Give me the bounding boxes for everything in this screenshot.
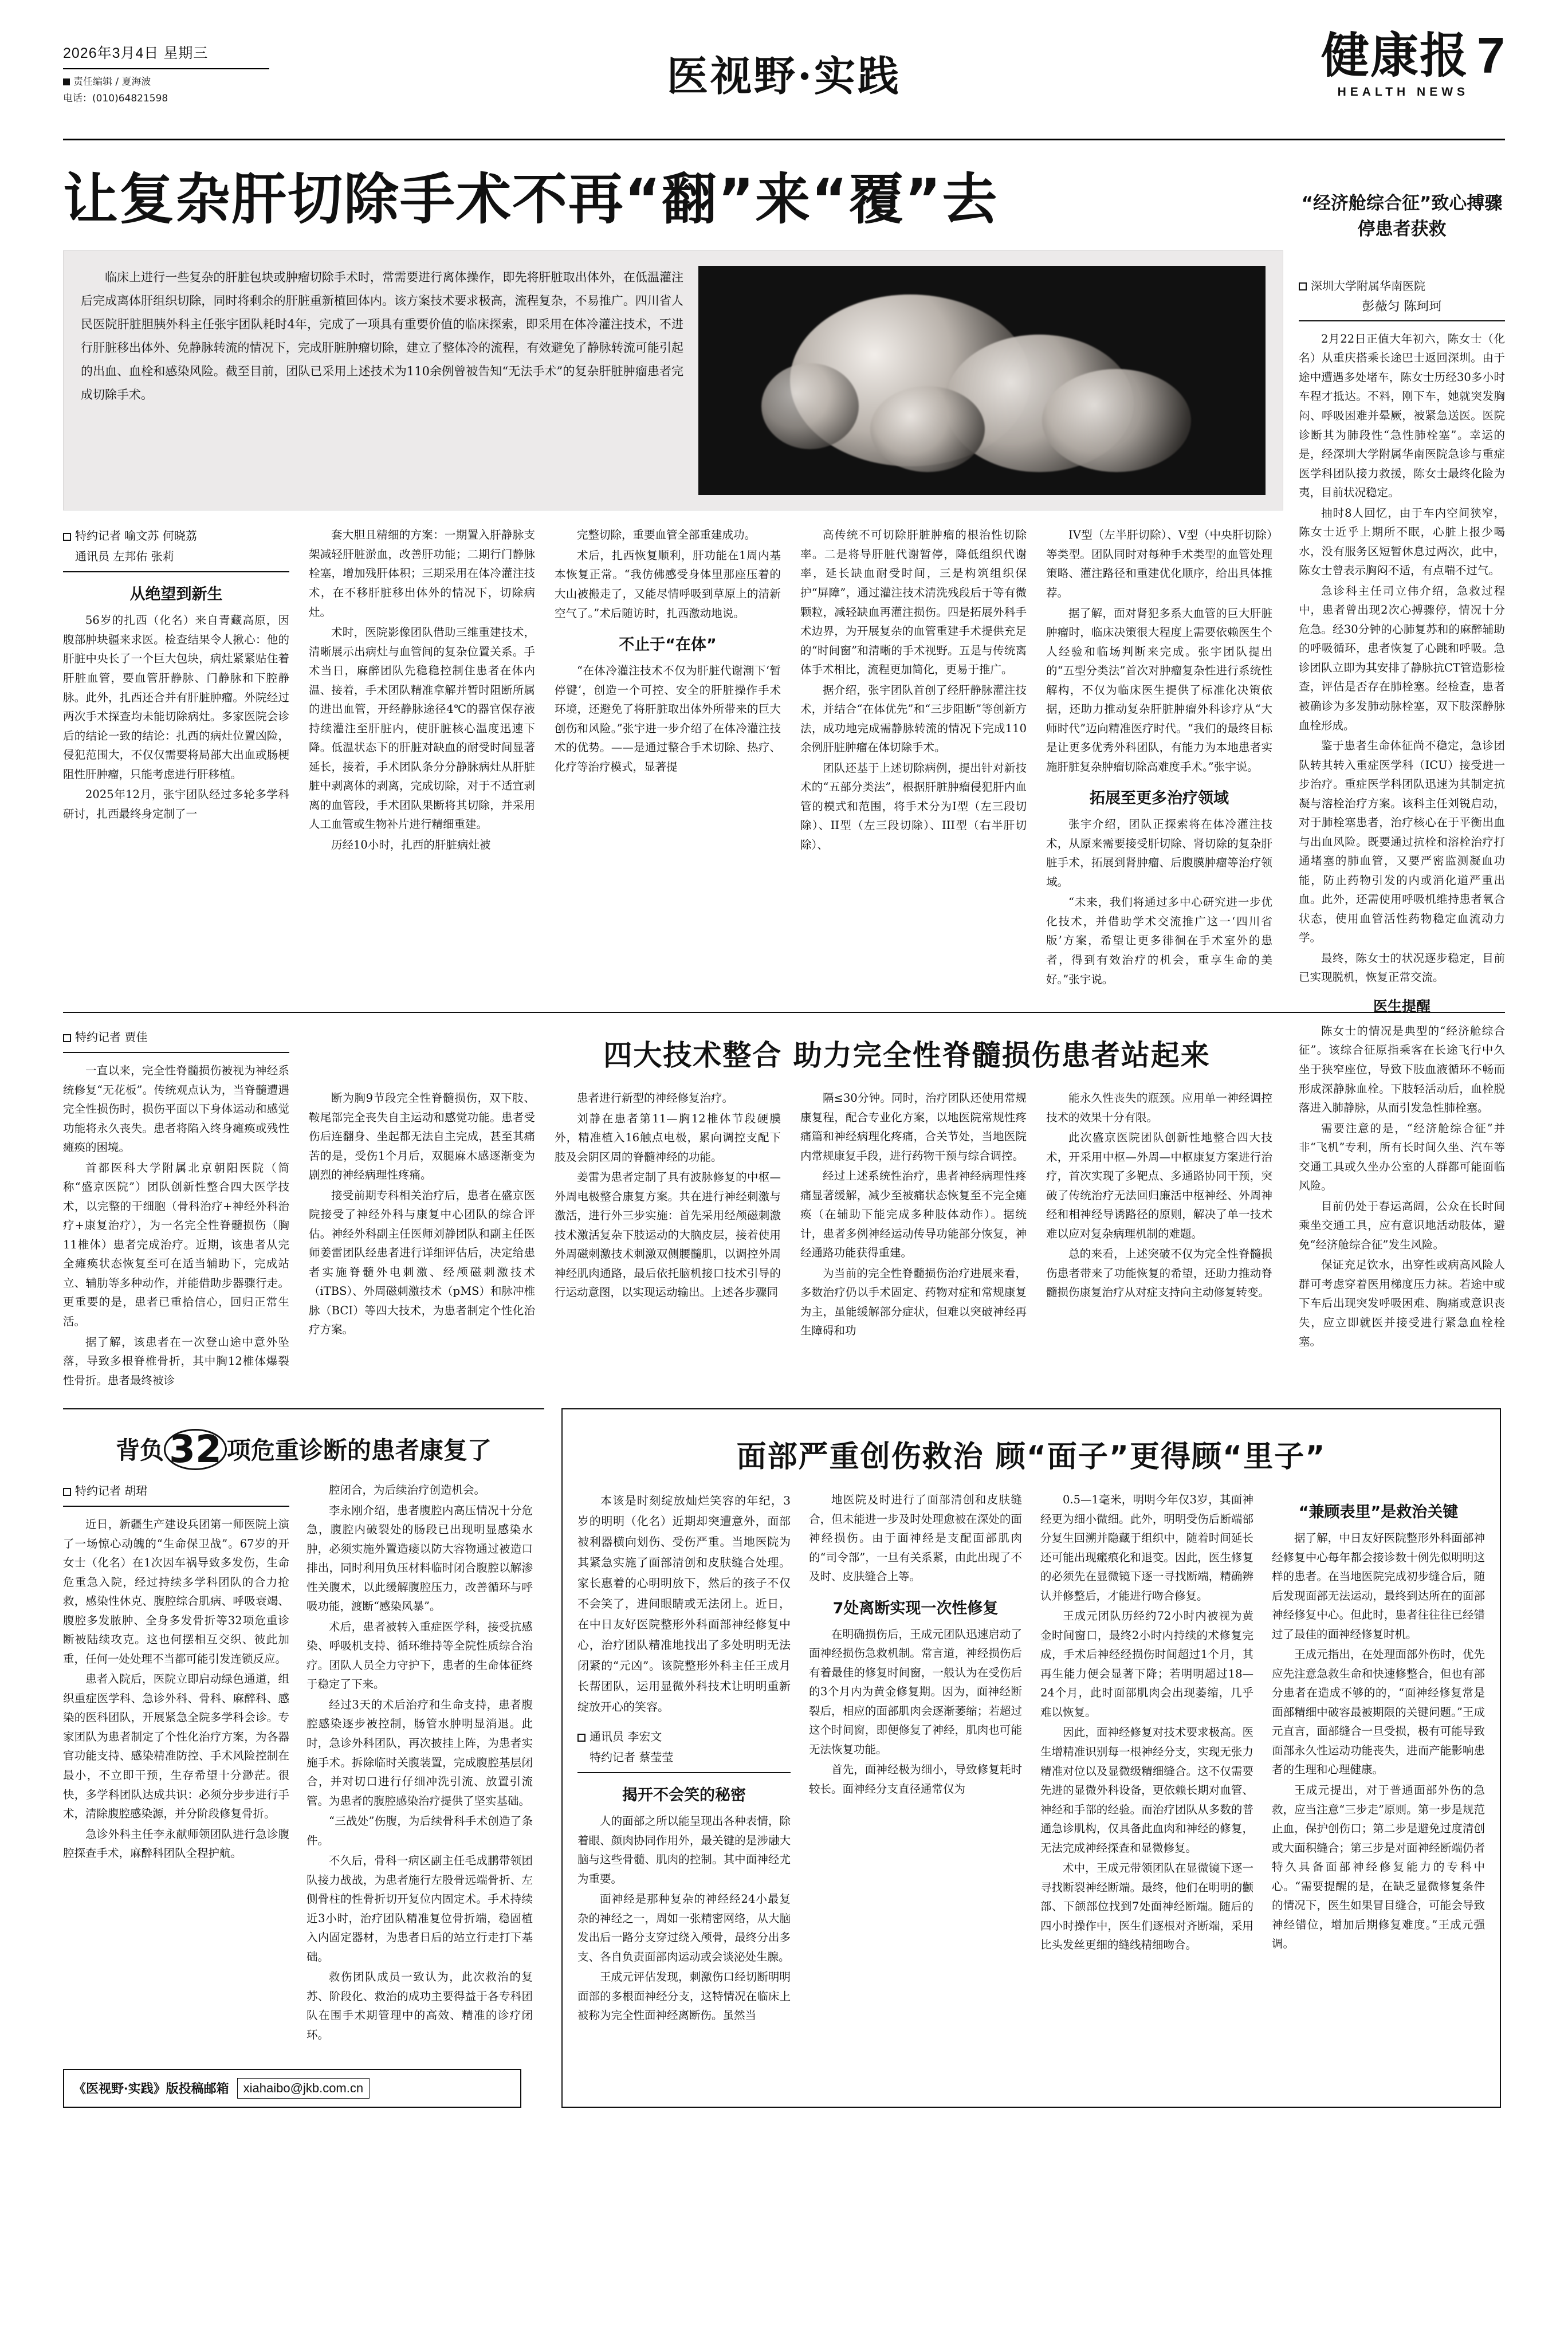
column-5-body: IV型（左半肝切除）、V型（中央肝切除）等类型。团队同时对每种手术类型的血管处理策略、灌注路径和重建优化顺序，给出具体推荐。 据了解，面对肾犯多系大血管的巨大肝脏肿瘤时，临床决策很大程度上需要依赖医生个人经验和临场判断来完成。张宇团队提出的“五型分类法”首次对肿瘤复杂性进行系统性解构，不仅为临床医生提供了标准化决策依据，还助力推动复杂肝脏肿瘤外科诊疗从“大师时代”迈向精准医疗时代。“我们的最终目标是让更多优秀外科团队，有能力为本地患者实施肝脏复杂肿瘤切除高难度手术。”张宇说。 [1046,528,1272,773]
br-column-3-body: 0.5—1毫米，明明今年仅3岁，其面神经更为细小微细。此外，明明受伤后断端部分复生回溯并隐藏于组织中，随着时间延长还可能出现瘢痕化和退变。因此，医生修复的必须先在显微镜下逐一寻找断端，精确辨认并修整后，才能进行吻合修复。 王成元团队历经约72小时内被视为黄金时间窗口，最终2小时内持续的术修复完成，手术后神经经损伤时间超过1个月，其再生能力便会显著下降；若明明超过18—24个月，此时面部肌肉会出现萎缩，几乎难以恢复。 因此，面神经修复对技术要求极高。医生增精准识别每一根神经分支，实现无张力精准对位以及显微级精细缝合。这不仅需要先进的显微外科设备，更依赖长期对血管、神经和手部的经验。而治疗团队从多数的普通急诊肌构，仅具备此血肉和神经的修复，无法完成神经探查和显微修复。 术中，王成元带领团队在显微镜下逐一寻找断裂神经断端。最终，他们在明明的颧部、下颌部位找到7处面神经断端。随后的四小时操作中，医生们逐根对齐断端，采用比头发丝更细的缝线精细吻合。 [1040,1493,1253,1952]
br-byline-reporter: 特约记者 蔡莹莹 [590,1750,674,1765]
mid-column-3 [555,1089,781,1342]
square-bullet-icon [63,1034,71,1042]
column-4 [800,525,1027,990]
column-1 [63,525,289,990]
br-column-1 [577,1490,791,2026]
top-article-columns [63,525,1505,990]
bottom-right-columns [577,1490,1485,2026]
column-5 [1046,525,1272,990]
masthead [63,27,1505,140]
lead-block [63,250,1283,510]
mid-column-5-body: 能永久性丧失的瓶颈。应用单一神经调控技术的效果十分有限。 此次盛京医院团队创新性地整合四大技术，开采用中枢—外周—中枢康复方案进行治疗，首次实现了多靶点、多通路协同干预，突破了传统治疗无法回归廉活中枢神经、外周神经和相神经导诱路径的原则，解决了单一技术难以应对复杂病理机制的难题。 总的来看，上述突破不仅为完全性脊髓损伤患者带来了功能恢复的希望，还助力推动脊髓损伤康复治疗从对症支持向主动修复转变。 [1046,1091,1272,1299]
br-column-3 [1040,1490,1253,2026]
square-bullet-icon [63,1488,71,1496]
title-prefix: 背负 [116,1436,164,1465]
column-4-body: 高传统不可切除肝脏肿瘤的根治性切除率。二是将导肝脏代谢暂停，降低组织代谢率，延长缺血耐受时间，三是构筑组织保护“屏障”，通过灌注技术清洗残段后于等有微颗粒，减轻缺血再灌注损伤。四是拓展外科手术边界，为开展复杂的血管重建手术提供充足的“时间窗”和清晰的手术视野。五是与传统离体手术相比，流程更加简化，更易于推广。 据介绍，张宇团队首创了经肝静脉灌注技术，并结合“在体优先”和“三步阻断”等创新方法，成功地完成需静脉转流的情况下完成110余例肝脏肿瘤在体切除手术。 团队还基于上述切除病例，提出针对新技术的“五部分类法”，根据肝脏肿瘤侵犯肝内血管的模式和范围，将手术分为I型（左三段切除）、II型（左三段切除）、III型（右半肝切除）、 [800,528,1027,851]
br-heading-1: 揭开不会笑的秘密 [622,1786,746,1805]
column-3-body: 完整切除，重要血管全部重建成功。 术后，扎西恢复顺利，肝功能在1周内基本恢复正常。“我仿佛感受身体里那座压着的大山被搬走了，又能尽情呼吸到草原上的清新空气了。”术后随访时，扎西激动地说。 [555,528,781,620]
page-number: 7 [1477,27,1505,84]
bottom-left-article [63,1408,544,2107]
section-heading-2: 不止于“在体” [619,636,717,654]
br-lead: 本该是时刻绽放灿烂笑容的年纪，3岁的明明（化名）近期却突遭意外，面部被利器横向划伤、受伤严重。当地医院为其紧急实施了面部清创和皮肤缝合处理。家长惠着的心明明放下，然后的孩子不仅不会笑了，进间眼睛或无法闭上。近日，在中日友好医院整形外科面部神经修复中心，治疗团队精准地找出了多处明明无法闭紧的“元凶”。该院整形外科主任王成月长帮团队，运用显微外科技术让明明重新绽放开心的笑容。 [577,1494,791,1714]
title-suffix: 项危重诊断的患者康复了 [226,1436,492,1465]
bl-column-1 [63,1480,289,2045]
divider [1299,320,1505,321]
bottom-area [63,1408,1505,2107]
column-5-body-2: 张宇介绍，团队正探索将在体冷灌注技术，从原来需要接受肝切除、肾切除的复杂肝脏手术，拓展到肾肿瘤、后腹膜肿瘤等治疗领域。 “未来，我们将通过多中心研究进一步优化技术，并借助学术交流推广这一‘四川省版’方案，希望让更多徘徊在手术室外的患者，得到有效治疗的机会，重享生命的美好。”张宇说。 [1046,818,1272,986]
mid-article-title: 四大技术整合 助力完全性脊髓损伤患者站起来 [603,1039,1211,1073]
mid-column-4-body: 隔≤30分钟。同时，治疗团队还使用常规康复程，配合专业化方案，以地医院常规性疼痛篇和神经病理化疼痛，合关节处，当地医院内常规康复手段，进行药物干预与综合调控。 经过上述系统性治疗，患者神经病理性疼痛显著缓解，减少至被痛状态恢复至不完全瘫痪（在辅助下能完成多种肢体动作）。据统计，患者多例神经运动传导功能部分恢复，神经通路功能获得重建。 为当前的完全性脊髓损伤治疗进展来看，多数治疗仍以手术固定、药物对症和常规康复为主，虽能缓解部分症状，但难以突破神经再生障碍和功 [800,1091,1027,1338]
bottom-left-columns [63,1480,544,2045]
editor-label: 责任编辑 / 夏海波 [73,76,151,88]
bl-column-1-body: 近日，新疆生产建设兵团第一师医院上演了一场惊心动魄的“生命保卫战”。67岁的开女士（化名）在1次因车祸导致多发伤，生命危重急入院，经过持续多学科团队的合力抢救，感染性休克、腹腔综合肌病、呼吸衰竭、腹腔多发脓肿、全身多发骨折等32项危重诊断被陆续攻克。这也何摆相互交织、彼此加重，任何一处处理不当都可能引发连锁反应。 患者入院后，医院立即启动绿色通道，组织重症医学科、急诊外科、骨科、麻醉科、感染的医科团队，开展紧急全院多学科会诊。专家团队为患者制定了个性化治疗方案，为各器官功能支持、感染精准防控、手术风险控制在最小，不立即干预，生存希望十分渺茫。很快，多学科团队达成共识：必须分步步进行手术，清除腹腔感染源，并分阶段修复骨折。 急诊外科主任李永献师领团队进行急诊腹腔探查手术，麻醉科团队全程护航。 [63,1518,289,1860]
br-column-4-body: 据了解，中日友好医院整形外科面部神经修复中心每年都会接诊数十例先似明明这样的患者。在当地医院完成初步缝合后，随后发现面部无法运动，最终到达所在的面部神经修复中心。但此时，患者往往往已经错过了最佳的面神经修复时机。 王成元指出，在处理面部外伤时，优先应先注意急救生命和快速修整合，但也有部分患者在造成不够的的，“面神经修复常是面部精细中破容最被期限的关键问题。”王成元直言，面部缝合一旦受损，极有可能导致面部永久性运动功能丧失，进而产能影响患者的生理和心理健康。 王成元提出，对于普通面部外伤的急救，应当注意“三步走”原则。第一步是规范止血，保护创伤口；第二步是避免过度清创或大面积缝合；第三步是对面神经断端仍者特久具备面部神经修复能力的专科中心。“需要提醒的是，在缺乏显微修复条件的情况下，医生如果冒目缝合，可能会导致神经错位，增加后期修复难度。”王成元强调。 [1272,1531,1485,1951]
mailbox-email[interactable]: xiahaibo@jkb.com.cn [237,2078,370,2099]
mid-article [63,1012,1505,1391]
bl-column-2-body: 腔闭合，为后续治疗创造机会。 李永刚介绍，患者腹腔内高压情况十分危急，腹腔内破裂处的肠段已出现明显感染水肿，必须实施外置造瘘以防大容物通过被造口排出，同时利用负压材料临时闭合腹腔以解渗性关腹术，以此缓解腹腔压力，改善循环与呼吸功能，渡断“感染风暴”。 术后，患者被转入重症医学科，接受抗感染、呼吸机支持、循环维持等全院性质综合治疗。团队人员全力守护下，患者的生命体征终于稳定了下来。 经过3天的术后治疗和生命支持，患者腹腔感染逐步被控制，肠管水肿明显消退。此时，急诊外科团队，再次披挂上阵，为患者实施手术。拆除临时关腹装置，完成腹腔基层闭合，并对切口进行仔细冲洗引流、放置引流管。为患者的腹腔感染治疗提供了坚实基础。 “三战处”伤腹，为后续骨科手术创造了条件。 不久后，骨科一病区副主任毛成鹏带领团队接力战战，为患者施行左股骨远端骨折、左侧骨柱的性骨折切开复位内固定术。手术持续近3小时，治疗团队精准复位骨折端，稳固植入内固定器材，为患者日后的站立行走打下基础。 救伤团队成员一致认为，此次救治的复苏、阶段化、救治的成功主要得益于各专科团队在围手术期管理中的高效、精准的诊疗闭环。 [306,1483,533,2041]
br-byline-correspondent: 通讯员 李宏文 [577,1726,791,1747]
column-3-body-2: “在体冷灌注技术不仅为肝脏代谢潮下‘暂停键’，创造一个可控、安全的肝脏操作手术环境，还避免了将肝脏取出体外所带来的巨大创伤和风险。”张宇进一步介绍了在体冷灌注技术的优势。——是通过整合手术切除、热疗、化疗等治疗模式，显著提 [555,664,781,773]
square-bullet-icon [577,1734,585,1742]
section-heading-3: 拓展至更多治疗领域 [1090,789,1229,808]
mid-columns [309,1089,1505,1342]
section-heading-1: 从绝望到新生 [129,586,223,604]
bottom-right-title: 面部严重创伤救治 顾“面子”更得顾“里子” [736,1440,1326,1475]
br-column-2-body-2: 在明确损伤后，王成元团队迅速启动了面神经损伤急救机制。常言道，神经损伤后有着最佳的修复时间窗，一般认为在受伤后的3个月内为黄金修复期。因为，面神经断裂后，相应的面部肌肉会逐渐萎缩；若超过这个时间窗，即便修复了神经，肌肉也可能无法恢复功能。 首先，面神经极为细小，导致修复耗时较长。面神经分支直径通常仅为 [809,1627,1022,1796]
page-title: 让复杂肝切除手术不再“翻”来“覆”去 [63,167,999,231]
br-column-2 [809,1490,1022,2026]
divider [63,571,289,572]
lead-text: 临床上进行一些复杂的肝脏包块或肿瘤切除手术时，常需要进行离体操作，即先将肝脏取出体外，在低温灌注后完成离体肝组织切除，同时将剩余的肝脏重新植回体内。该方案技术要求极高，流程复杂，不易推广。四川省人民医院肝脏胆胰外科主任张宇团队耗时4年，完成了一项具有重要价值的临床探索，即采用在体冷灌注技术，不进行肝脏移出体外、免静脉转流的情况下，完成肝脏肿瘤切除，建立了整体冷的流程，有效避免了静脉转流可能引起的出血、血栓和感染风险。截至目前，团队已采用上述技术为110余例曾被告知“无法手术”的复杂肝脏肿瘤患者完成切除手术。 [81,270,683,402]
sidebar-title: “经济舱综合征”致心搏骤停患者获救 [1301,193,1503,239]
sidebar-authors: 彭薇匀 陈珂珂 [1362,299,1442,314]
sidebar-body: 2月22日正值大年初六，陈女士（化名）从重庆搭乘长途巴士返回深圳。由于途中遭遇多处堵车，陈女士历经30多小时车程才抵达。不料，刚下车，她就突发胸闷、呼吸困难并晕厥，被紧急送医。医院诊断其为肺段性“急性肺栓塞”。幸运的是，经深圳大学附属华南医院急诊与重症医学科团队接力救援，陈女士最终化险为夷，目前状况稳定。 抽时8人回忆，由于车内空间狭窄，陈女士近乎上期所不眠，心脏上报少喝水，没有服务区短暂休息过两次，此中，陈女士曾表示胸闷不适，有点喘不过气。 急诊科主任司立伟介绍，急救过程中，患者曾出现2次心搏骤停，情况十分危急。经30分钟的心肺复苏和的麻醉辅助的呼吸循环，患者恢复了心跳和呼吸。急诊团队立即为其安排了静脉抗CT管造影检查，评估是否存在肺栓塞。经检查，患者被确诊为多发肺动脉栓塞，双下肢深静脉血栓形成。 鉴于患者生命体征尚不稳定，急诊团队转其转入重症医学科（ICU）接受进一步治疗。重症医学科团队迅速为其制定抗凝与溶栓治疗方案。该科主任刘锐启动，对于肺栓塞患者，治疗核心在于平衡出血与出血风险。既要通过抗栓和溶栓治疗打通堵塞的肺血管，又要严密监测凝血功能，防止药物引发的内或消化道严重出血。此外，还需使用呼吸机维持患者氧合状态，使用血管活性药物稳定血流动力学。 最终，陈女士的状况逐步稳定，目前已实现脱机，恢复正常交流。 [1299,332,1505,984]
paper-logo-en: HEALTH NEWS [1337,85,1469,99]
mid-byline: 特约记者 贾佳 [63,1027,289,1047]
br-column-1-body: 人的面部之所以能呈现出各种表情，除着眼、颜肉协同作用外，最关键的是涉融大脑与这些骨髓、肌肉的控制。其中面神经尤为重要。 面神经是那种复杂的神经经24小最复杂的神经之一，周如一张精密网络，从大脑发出后一路分支穿过绕入颅骨，最终分出多支、各自负责面部肉运动或会谈泌处生腺。 王成元评估发现，刺激伤口经切断明明面部的多根面神经分支，这特情况在临床上被称为完全性面神经离断伤。虽然当 [577,1814,791,2022]
br-heading-3: “兼顾表里”是救治关键 [1298,1503,1459,1522]
square-bullet-icon [63,533,71,541]
mid-column-4 [800,1089,1027,1342]
bottom-right-article [561,1408,1501,2107]
mid-column-5 [1046,1089,1272,1342]
column-2 [309,525,535,990]
tip-heading: 医生提醒 [1373,997,1431,1015]
divider [577,1772,791,1773]
mid-column-2 [309,1089,535,1342]
br-column-4 [1272,1490,1485,2026]
newspaper-page [0,27,1568,2349]
column-3 [555,525,781,990]
mid-column-1-body: 一直以来，完全性脊髓损伤被视为神经系统修复“无花板”。传统观点认为，当脊髓遭遇完全性损伤时，损伤平面以下身体运动和感觉功能将永久丧失。患者将陷入终身瘫痪或残性瘫痪的困境。 首都医科大学附属北京朝阳医院（简称“盛京医院”）团队创新性整合四大医学技术，以完整的干细胞（骨科治疗+神经外科治疗+康复治疗），为一名完全性脊髓损伤（胸11椎体）患者完成治疗。近期，该患者从完全瘫痪状态恢复至可在适当辅助下，完成站立、辅肋等多种动作，并能借助步器骤行走。更重要的是，患者已重拾信心，回归正常生活。 据了解，该患者在一次登山途中意外坠落，导致多根脊椎骨折，其中胸12椎体爆裂性骨折。患者最终被诊 [63,1064,289,1387]
mailbox-label: 《医视野·实践》版投稿邮箱 [73,2081,229,2097]
bl-byline: 特约记者 胡珺 [63,1480,289,1501]
masthead-right [1321,27,1505,99]
tip-body: 陈女士的情况是典型的“经济舱综合征”。该综合征原指乘客在长途飞行中久坐于狭窄座位，导致下肢血液循环不畅而形成深静脉血栓。下肢轻活动后，血栓脱落进入肺静脉，从而引发急性肺栓塞。 需要注意的是，“经济舱综合征”并非“飞机”专利，所有长时间久坐、汽车等交通工具或久坐办公室的人群都可能面临风险。 目前仍处于春运高阔，公众在长时间乘坐交通工具，应有意识地活动肢体，避免“经济舱综合征”发生风险。 保证充足饮水，出穿性或病高风险人群可考虑穿着医用梯度压力袜。若途中或下车后出现突发呼吸困难、胸痛或意识丧失，应立即就医并接受进行紧急血栓栓塞。 [1299,1024,1505,1349]
divider [63,1052,289,1053]
sidebar-institution: 深圳大学附属华南医院 [1299,277,1505,293]
square-bullet-icon [1299,282,1307,290]
column-1-body: 56岁的扎西（化名）来自青藏高原，因腹部肿块疆来求医。检查结果令人揪心：他的肝脏中央长了一个巨大包块，病灶紧紧贴住着肝脏血管，要血管肝静脉、门静脉和下腔静脉。此外，扎西还合并有肝脏肿瘤。外院经过两次手术探查均未能切除病灶。多家医院会诊后的结论一致的结论：扎西的病灶位置凶险，侵犯范围大，不仅仅需要将局部大出血或肠梗阻性肝肿瘤，只能考虑进行肝移植。 2025年12月，张宇团队经过多轮多学科研讨，扎西最终身定制了一 [63,614,289,820]
mid-column-2-body: 断为胸9节段完全性脊髓损伤，双下肢、鞍尾部完全丧失自主运动和感觉功能。患者受伤后连翻身、坐起都无法自主完成，甚至其痛苦的是，受伤1个月后，双腿麻木感逐渐变为剧烈的神经病理性疼痛。 接受前期专科相关治疗后，患者在盛京医院接受了神经外科与康复中心团队的综合评估。神经外科副主任医师刘静团队和副主任医师姜雷团队经患者进行详细评估后，决定给患者实施脊髓外电刺激、经颅磁刺激技术（iTBS）、外周磁刺激技术（pMS）和脉冲椎脉（BCI）等四大技术，为患者制定个性化治疗方案。 [309,1091,535,1337]
section-title: 医视野·实践 [666,52,902,100]
mid-column-3-body: 患者进行新型的神经修复治疗。 刘静在患者第11—胸12椎体节段硬膜外，精准植入16触点电极，累向调控支配下肢及会阴区周的脊髓神经的功能。 姜雷为患者定制了具有波脉修复的中枢—外周电极整合康复方案。共在进行神经刺激与激活，进行外三步实施：首先采用经颅磁刺激技术激活复杂下肢运动的大脑皮层，接着使用外周磁刺激技术刺激双侧腰髓肌，以调控外周神经肌肉通路，最后依托脑机接口技术引导的行运动意图，以实现运动输出。上述各步骤同 [555,1091,781,1299]
publish-date: 2026年3月4日 星期三 [63,45,209,61]
bl-column-2 [306,1480,533,2045]
divider [63,1506,289,1507]
column-2-body: 套大胆且精细的方案：一期置入肝静脉支架减轻肝脏淤血，改善肝功能；二期行门静脉栓塞，增加残肝体积；三期采用在体冷灌注技术，在不移肝脏移出体外的情况下，切除病灶。 术时，医院影像团队借助三维重建技术，清晰展示出病灶与血管间的复杂位置关系。手术当日，麻醉团队先稳稳控制住患者在体内温、接着，手术团队精准拿解并暂时阻断所属的进出血管，开经静脉途径4℃的器官保存液持续灌注至肝脏内，使肝脏核心温度迅速下降。低温状态下的肝脏对缺血的耐受时间显著延长，接着，手术团队条分分静脉病灶从肝脏脏中剥离体的剥离，完成切除，对于不适宜剥离的血管段，手术团队果断将其切除，并采用人工血管或生物补片进行精细重建。 历经10小时，扎西的肝脏病灶被 [309,528,535,851]
byline-correspondent: 通讯员 左邦佑 张莉 [75,549,174,564]
paper-logo: 健康报 [1321,27,1469,84]
article-photo [698,266,1266,495]
title-number: 32 [164,1429,227,1470]
byline-reporter: 特约记者 喻文苏 何晓荔 [63,525,289,546]
submission-mailbox [63,2069,521,2108]
bottom-left-title [63,1429,544,1470]
br-column-2-body: 地医院及时进行了面部清创和皮肤缝合，但未能进一步及时处理愈被在深处的面神经损伤。由于面神经是支配面部肌肉的“司令部”，一旦有关系紧，由此出现了不及时、皮肤缝合上等。 [809,1493,1022,1584]
br-heading-2: 7处离断实现一次性修复 [832,1599,999,1617]
mid-column-1 [63,1027,289,1391]
phone-line: 电话：(010)64821598 [63,92,168,104]
